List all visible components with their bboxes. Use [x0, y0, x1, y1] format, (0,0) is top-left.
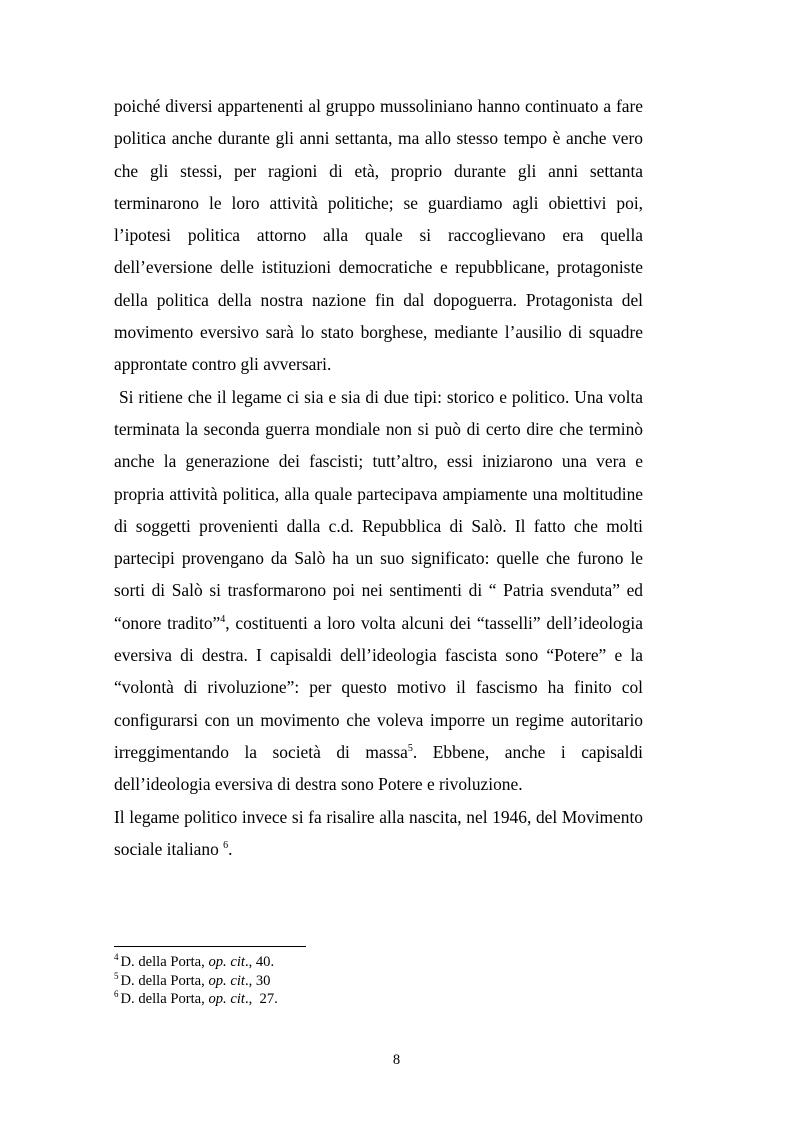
footnote-author: D. della Porta, — [120, 972, 209, 989]
footnote-author: D. della Porta, — [120, 991, 209, 1008]
footnote-rest: ., 30 — [244, 972, 271, 989]
footnote-rest: ., 27. — [244, 991, 278, 1008]
footnote-number: 6 — [114, 989, 119, 1000]
footnote-rest: ., 40. — [244, 954, 275, 970]
footnote-number: 4 — [114, 952, 119, 962]
paragraph-3 — [114, 801, 643, 866]
paragraph-3-text-part-1: Il legame politico invece si fa risalire alla nascita, nel 1946, del Movimento sociale italiano — [114, 806, 643, 859]
footnote-4 — [114, 953, 643, 972]
footnote-work: op. cit — [208, 972, 245, 989]
paragraph-2-text-part-3: . Ebbene, anche i capisaldi dell’ideologia eversiva di destra sono Potere e rivoluzione. — [114, 741, 644, 795]
paragraph-2-text-part-2: , costituenti a loro volta alcuni dei “tasselli” dell’ideologia eversiva di destra. I capisaldi dell’ideologia fascista sono “Potere” e la “volontà di rivoluzione”: per questo motivo il fascismo ha finito col configurarsi con un movimento che voleva imporre un regime autoritario irreggimentando la società di massa — [114, 612, 643, 762]
footnote-ref-4[interactable]: 4 — [220, 613, 226, 625]
footnote-number: 5 — [114, 970, 119, 981]
footnotes — [114, 953, 643, 1009]
paragraph-2-text-part-1: Si ritiene che il legame ci sia e sia di due tipi: storico e politico. Una volta terminata la seconda guerra mondiale non si può di certo dire che terminò anche la generazione dei fascisti; tutt’altro, essi iniziarono una vera e propria attività politica, alla quale partecipava ampiamente una moltitudine di soggetti provenienti dalla c.d. Repubblica di Salò. Il fatto che molti partecipi provengano da Salò ha un suo significato: quelle che furono le sorti di Salò si trasformarono poi nei sentimenti di “ Patria svenduta” ed “onore tradito” — [114, 386, 643, 633]
paragraph-3-text-part-2: . — [228, 838, 233, 859]
footnote-work: op. cit — [208, 991, 245, 1008]
footnote-author: D. della Porta, — [120, 954, 209, 970]
paragraph-1-text: poiché diversi appartenenti al gruppo mussoliniano hanno continuato a fare politica anche durante gli anni settanta, ma allo stesso tempo è anche vero che gli stessi, per ragioni di età, proprio durante gli anni settanta terminarono le loro attività politiche; se guardiamo agli obiettivi poi, l’ipotesi politica attorno alla quale si raccoglievano era quella dell’eversione delle istituzioni democratiche e repubblicane, protagoniste della politica della nostra nazione fin dal dopoguerra. Protagonista del movimento eversivo sarà lo stato borghese, mediante l’ausilio di squadre approntate contro gli avversari. — [114, 96, 643, 375]
footnote-ref-6[interactable]: 6 — [223, 839, 229, 851]
footnote-ref-5[interactable]: 5 — [407, 742, 413, 754]
page-number: 8 — [392, 1052, 401, 1068]
paragraph-1 — [114, 90, 643, 381]
footnote-work: op. cit — [208, 954, 245, 970]
footnote-6 — [114, 990, 643, 1009]
footnote-separator — [114, 946, 306, 947]
footnote-5 — [114, 972, 643, 991]
paragraph-2 — [114, 381, 643, 801]
page-body — [114, 90, 643, 865]
